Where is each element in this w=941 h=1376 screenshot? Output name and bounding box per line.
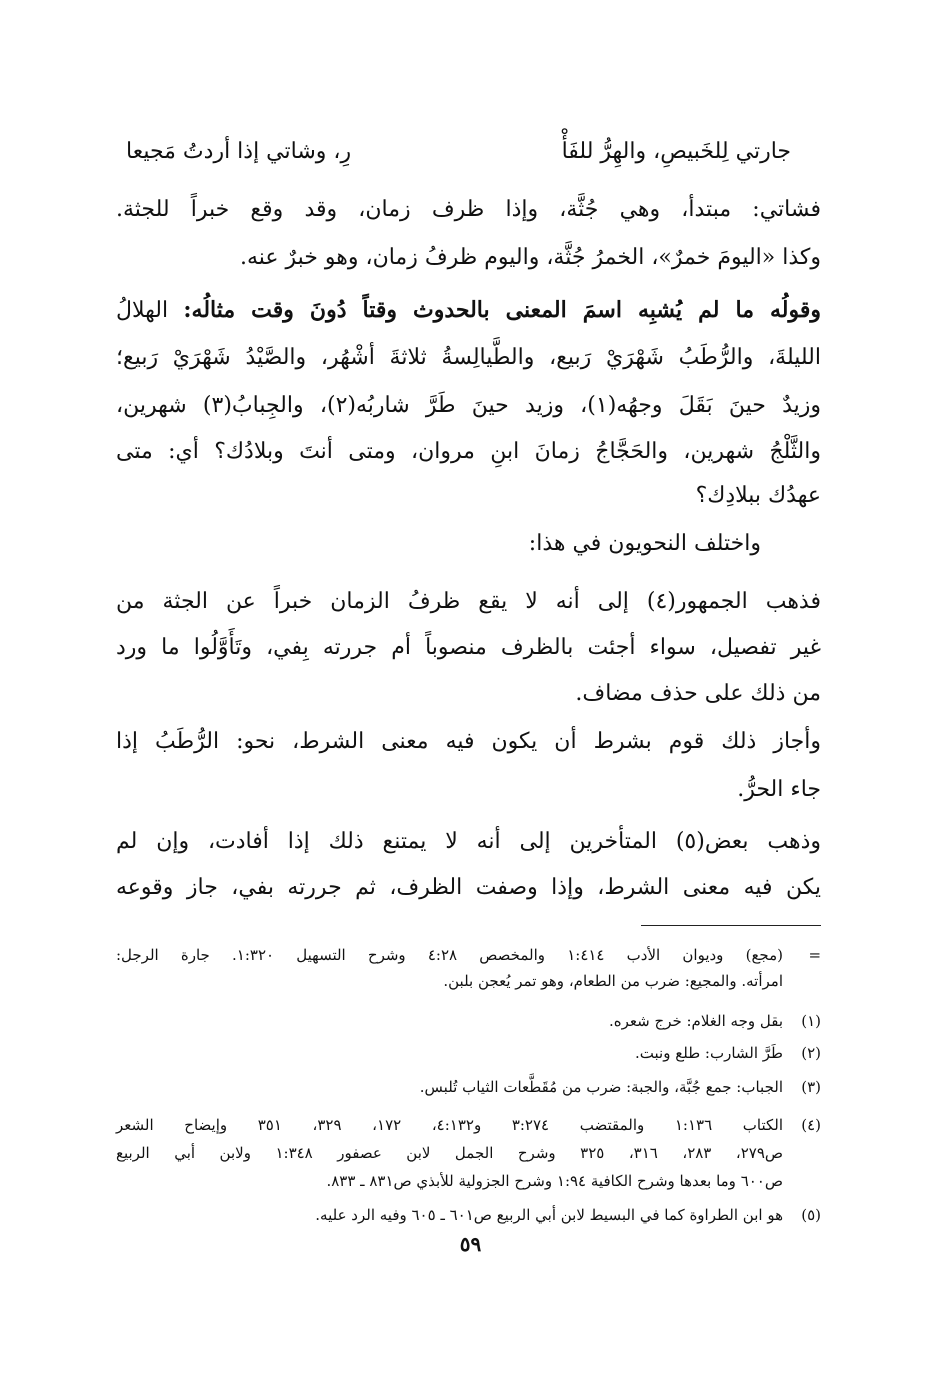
body-line: واختلف النحويون في هذا:: [528, 531, 761, 556]
bold-heading-text: وقولُه ما لم يُشبِه اسمَ المعنى بالحدوث وقتاً دُونَ وقت مثالُه:: [183, 297, 821, 323]
body-line: يكن فيه معنى الشرط، وإذا وصفت الظرف، ثم جررته بفي، جاز وقوعه: [116, 875, 821, 900]
footnote-line: امرأته. والمجيع: ضرب من الطعام، وهو تمر يُعجن بلبن.: [443, 972, 783, 990]
body-line: والثَّلْجُ شهرين، والحَجَّاجُ زمانَ ابنِ مروان، ومتى أنتَ وبلادُك؟ أي: متى: [116, 439, 821, 464]
body-line: وزيدٌ حينَ بَقَلَ وجهُه(١)، وزيد حينَ طَرَّ شاربُه(٢)، والجِبابُ(٣) شهرين،: [116, 393, 821, 418]
verse-first-hemistich: جارتي لِلخَبيصِ، والهِرُّ للفَأْ: [561, 139, 791, 164]
footnote-text: الكتاب ١:١٣٦ والمقتضب ٣:٢٧٤ و٤:١٣٢، ١٧٢، ٣٢٩، ٣٥١ وإيضاح الشعر: [116, 1116, 784, 1134]
footnote-line: [116, 1008, 821, 1035]
body-line: عهدُك ببلادِك؟: [695, 483, 821, 508]
footnote-text: الجباب: جمع جُبَّة، والجبة: ضرب من مُقَطَّعات الثياب تُلبس.: [419, 1078, 783, 1096]
footnote-marker: (٤): [801, 1116, 822, 1134]
footnote-line: [116, 1074, 821, 1101]
footnote-text: هو ابن الطراوة كما في البسيط لابن أبي الربيع ص٦٠١ ـ ٦٠٥ وفيه الرد عليه.: [315, 1206, 783, 1224]
footnote-text: (مجع) وديوان الأدب ١:٤١٤ والمخصص ٤:٢٨ وشرح التسهيل ١:٣٢٠. جارة الرجل:: [116, 946, 784, 964]
footnote-line: [116, 1202, 821, 1229]
footnote-marker: =: [808, 946, 822, 964]
footnote-marker: (٢): [801, 1044, 821, 1062]
body-line: وأجاز ذلك قوم بشرط أن يكون فيه معنى الشرط، نحو: الرُّطَبُ إذا: [116, 729, 821, 754]
body-line: وكذا «اليومَ خمرٌ»، الخمرُ جُثَّة، واليوم ظرفُ زمان، وهو خبرٌ عنه.: [239, 245, 821, 270]
footnote-text: طَرَّ الشارب: طلع ونبت.: [635, 1044, 783, 1062]
body-line: فذهب الجمهور(٤) إلى أنه لا يقع ظرفُ الزمان خبراً عن الجثة من: [116, 589, 821, 614]
footnote-divider: [641, 925, 821, 926]
body-line: من ذلك على حذف مضاف.: [575, 681, 821, 706]
footnote-marker: (١): [801, 1012, 821, 1030]
body-text: الهلالُ: [116, 298, 169, 323]
page-number: ٥٩: [459, 1232, 482, 1256]
footnote-line: ص٢٧٩، ٢٨٣، ٣١٦، ٣٢٥ وشرح الجمل لابن عصفور ١:٣٤٨ ولابن أبي الربيع: [116, 1144, 784, 1162]
body-line: وذهب بعض(٥) المتأخرين إلى أنه لا يمتنع ذلك إذا أفادت، وإن لم: [116, 829, 822, 854]
body-line: غير تفصيل، سواء أجئت بالظرف منصوباً أم جررته بِفي، وتَأَوَّلُوا ما ورد: [116, 635, 821, 660]
footnote-marker: (٣): [801, 1078, 821, 1096]
body-line: الليلةَ، والرُّطَبُ شَهْرَيْ رَبيع، والطَّيالِسةُ ثلاثةَ أشْهُر، والصَّيْدُ شَهْرَيْ رَبيع؛: [116, 345, 821, 370]
body-line: جاء الحرُّ.: [737, 777, 821, 802]
footnote-line: [116, 1040, 821, 1067]
verse-second-hemistich: رِ، وشاتي إذا أردتُ مَجيعا: [126, 139, 352, 164]
verse-line: [126, 128, 791, 176]
footnote-line: [116, 942, 821, 969]
footnote-marker: (٥): [801, 1206, 821, 1224]
footnote-line: ص٦٠٠ وما بعدها وشرح الكافية ١:٩٤ وشرح الجزولية للأبذي ص٨٣١ ـ ٨٣٣.: [326, 1172, 783, 1190]
body-line: فشاتي: مبتدأ، وهي جُثَّة، وإذا ظرف زمان، وقد وقع خبراً للجثة.: [116, 197, 821, 222]
body-line: [116, 286, 821, 335]
footnote-line: [116, 1112, 821, 1139]
footnote-text: بقل وجه الغلام: خرج شعره.: [609, 1012, 783, 1030]
